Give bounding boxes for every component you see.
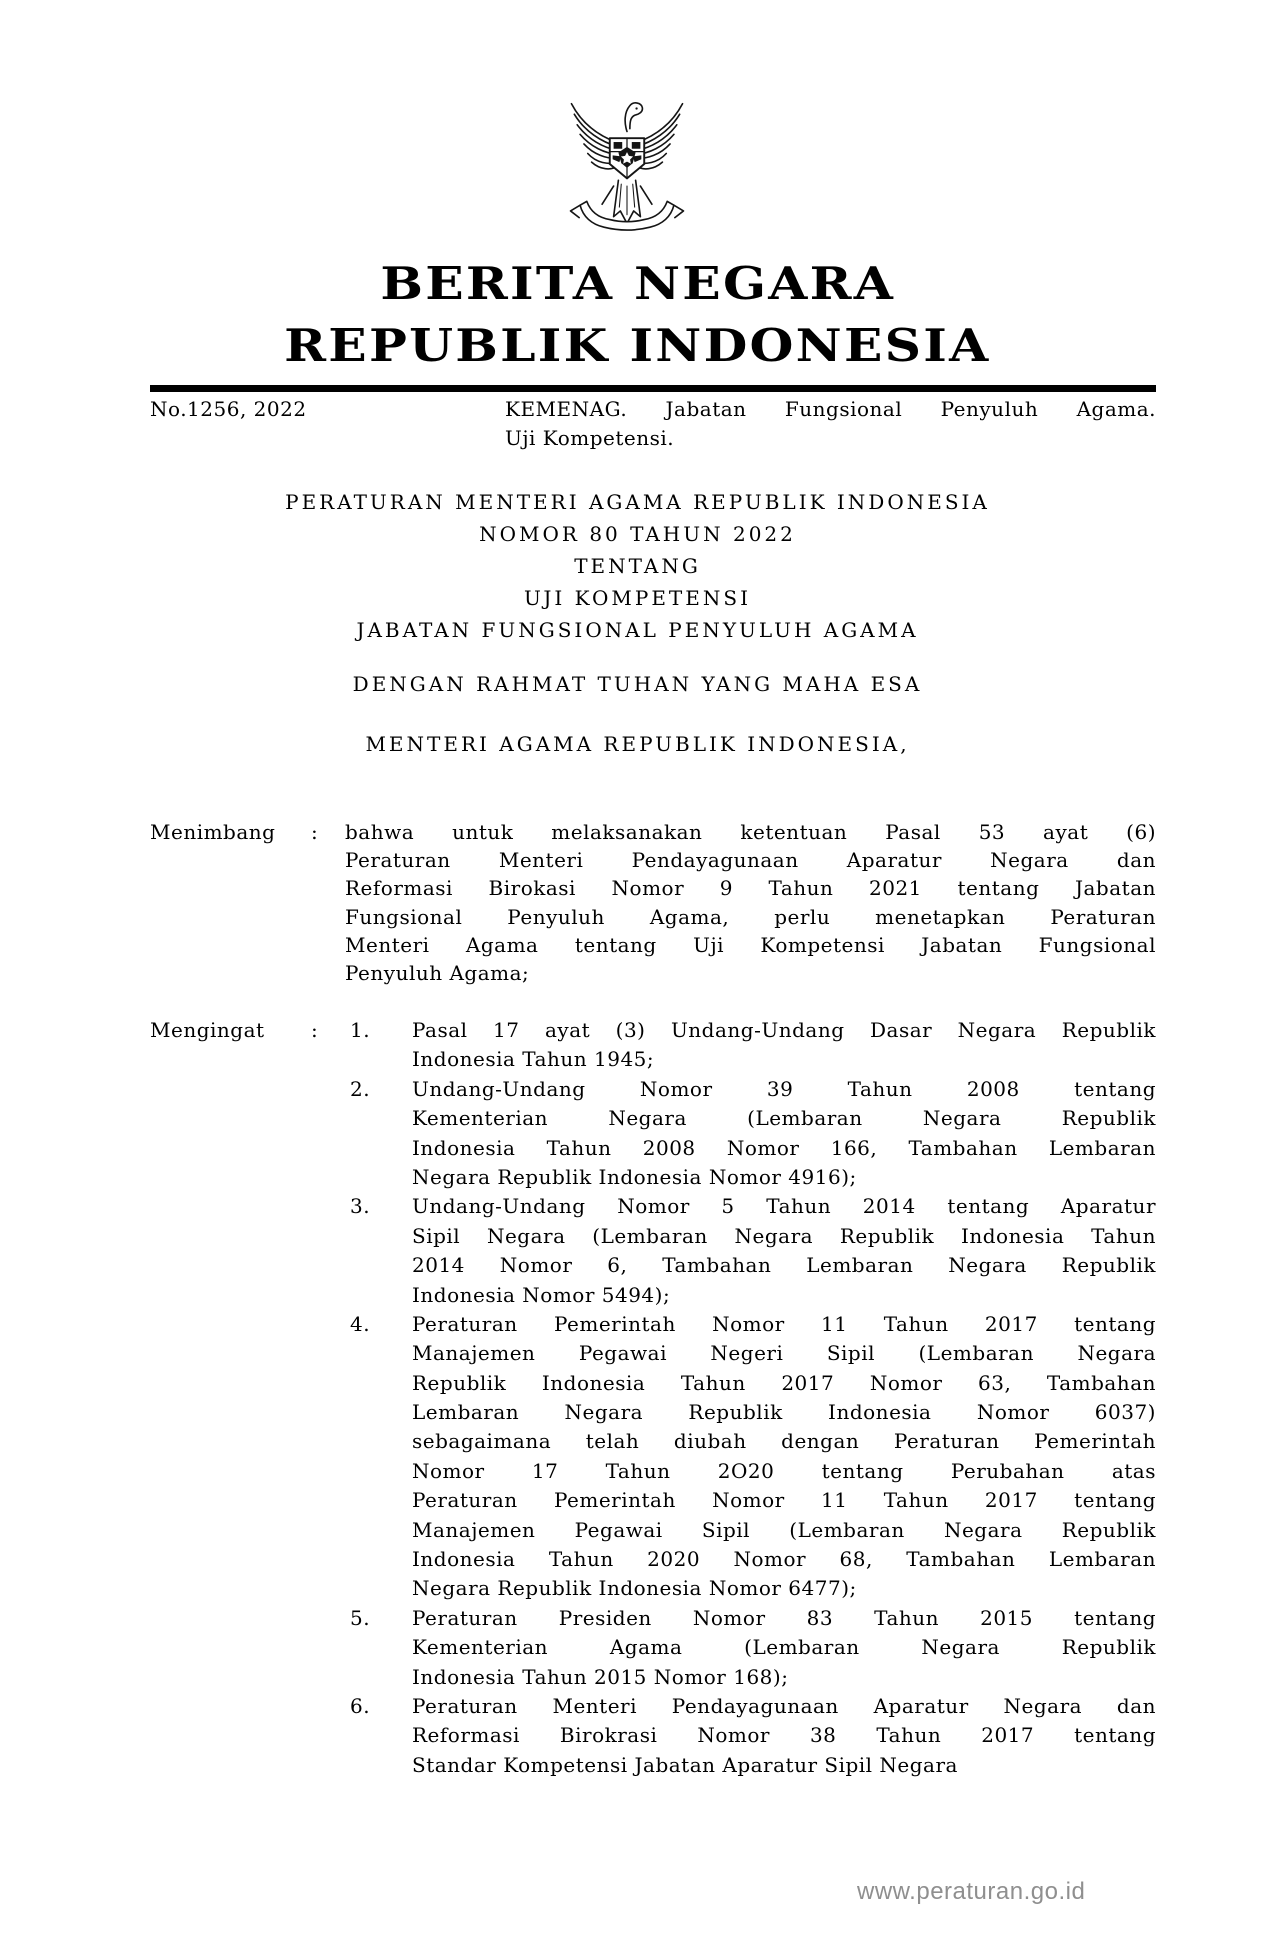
item-text [412,1075,1156,1193]
item-number: 4. [350,1311,371,1336]
text-line: 2014 Nomor 6, Tambahan Lembaran Negara Republik [412,1253,1156,1278]
text-line: PERATURAN MENTERI AGAMA REPUBLIK INDONESIA [285,490,990,514]
item-number: 1. [350,1018,371,1042]
mengingat-item [350,1310,1156,1604]
masthead [0,253,1275,377]
text-line: Indonesia Tahun 1945; [412,1047,655,1072]
text-line: Fungsional Penyuluh Agama, perlu menetapkan Peraturan [345,904,1156,929]
text-line: Undang-Undang Nomor 5 Tahun 2014 tentang Aparatur [412,1194,1156,1219]
garuda-pancasila-emblem [560,86,694,244]
text-line: Kementerian Negara (Lembaran Negara Republik [412,1106,1156,1131]
item-text [412,1192,1156,1310]
menimbang-colon: : [311,820,318,844]
authority-line: MENTERI AGAMA REPUBLIK INDONESIA, [365,732,910,756]
gazette-number: No.1256, 2022 [150,397,307,421]
item-number: 2. [350,1076,371,1101]
regulation-title [0,486,1275,646]
mengingat-label: Mengingat [150,1018,265,1042]
text-line: Peraturan Pemerintah Nomor 11 Tahun 2017 tentang [412,1488,1156,1513]
mengingat-item [350,1192,1156,1310]
text-line: Indonesia Tahun 2020 Nomor 68, Tambahan Lembaran [412,1547,1156,1572]
text-line: Indonesia Tahun 2015 Nomor 168); [412,1664,789,1689]
invocation-line: DENGAN RAHMAT TUHAN YANG MAHA ESA [352,672,923,696]
item-text [412,1310,1156,1604]
text-line: Peraturan Menteri Pendayagunaan Aparatur Negara dan [345,848,1156,873]
mengingat-item [350,1075,1156,1193]
text-line: Undang-Undang Nomor 39 Tahun 2008 tentang [412,1076,1156,1101]
text-line: Reformasi Birokrasi Nomor 38 Tahun 2017 tentang [412,1723,1156,1748]
item-number: 3. [350,1194,371,1219]
masthead-line-2: REPUBLIK INDONESIA [284,319,991,372]
text-line: Sipil Negara (Lembaran Negara Republik Indonesia Tahun [412,1223,1156,1248]
text-line: Pasal 17 ayat (3) Undang-Undang Dasar Negara Republik [412,1018,1156,1042]
text-line: bahwa untuk melaksanakan ketentuan Pasal 53 ayat (6) [345,820,1156,844]
item-number: 6. [350,1693,371,1718]
text-line: Reformasi Birokasi Nomor 9 Tahun 2021 tentang Jabatan [345,876,1156,901]
gazette-subject [505,395,1156,453]
masthead-line-1: BERITA NEGARA [380,257,895,310]
text-line: Nomor 17 Tahun 2O20 tentang Perubahan atas [412,1458,1156,1483]
text-line: KEMENAG. Jabatan Fungsional Penyuluh Agama. [505,397,1156,421]
mengingat-item [350,1604,1156,1692]
mengingat-item [350,1016,1156,1075]
text-line: Indonesia Nomor 5494); [412,1282,671,1307]
mengingat-list [350,1016,1156,1780]
text-line: Republik Indonesia Tahun 2017 Nomor 63, Tambahan [412,1370,1156,1395]
item-text [412,1604,1156,1692]
text-line: Peraturan Menteri Pendayagunaan Aparatur Negara dan [412,1693,1156,1718]
text-line: Uji Kompetensi. [505,426,675,450]
mengingat-item [350,1692,1156,1780]
text-line: JABATAN FUNGSIONAL PENYULUH AGAMA [356,618,919,642]
text-line: Manajemen Pegawai Sipil (Lembaran Negara Republik [412,1517,1156,1542]
masthead-divider-bar [150,385,1156,392]
text-line: Manajemen Pegawai Negeri Sipil (Lembaran Negara [412,1341,1156,1366]
footer-watermark-url: www.peraturan.go.id [857,1878,1086,1905]
text-line: Peraturan Pemerintah Nomor 11 Tahun 2017 tentang [412,1311,1156,1336]
text-line: Negara Republik Indonesia Nomor 6477); [412,1576,857,1601]
text-line: Negara Republik Indonesia Nomor 4916); [412,1164,857,1189]
text-line: NOMOR 80 TAHUN 2022 [479,522,796,546]
text-line: Menteri Agama tentang Uji Kompetensi Jabatan Fungsional [345,932,1156,957]
text-line: Kementerian Agama (Lembaran Negara Republik [412,1635,1156,1660]
text-line: Indonesia Tahun 2008 Nomor 166, Tambahan Lembaran [412,1135,1156,1160]
item-text [412,1016,1156,1075]
text-line: sebagaimana telah diubah dengan Peraturan Pemerintah [412,1429,1156,1454]
text-line: Peraturan Presiden Nomor 83 Tahun 2015 tentang [412,1605,1156,1630]
text-line: Standar Kompetensi Jabatan Aparatur Sipil Negara [412,1752,958,1777]
text-line: UJI KOMPETENSI [524,586,751,610]
item-text [412,1692,1156,1780]
text-line: Penyuluh Agama; [345,960,530,985]
text-line: Lembaran Negara Republik Indonesia Nomor 6037) [412,1400,1156,1425]
item-number: 5. [350,1605,371,1630]
menimbang-paragraph [345,818,1156,987]
text-line: TENTANG [574,554,701,578]
menimbang-label: Menimbang [150,820,276,844]
mengingat-colon: : [311,1018,318,1042]
